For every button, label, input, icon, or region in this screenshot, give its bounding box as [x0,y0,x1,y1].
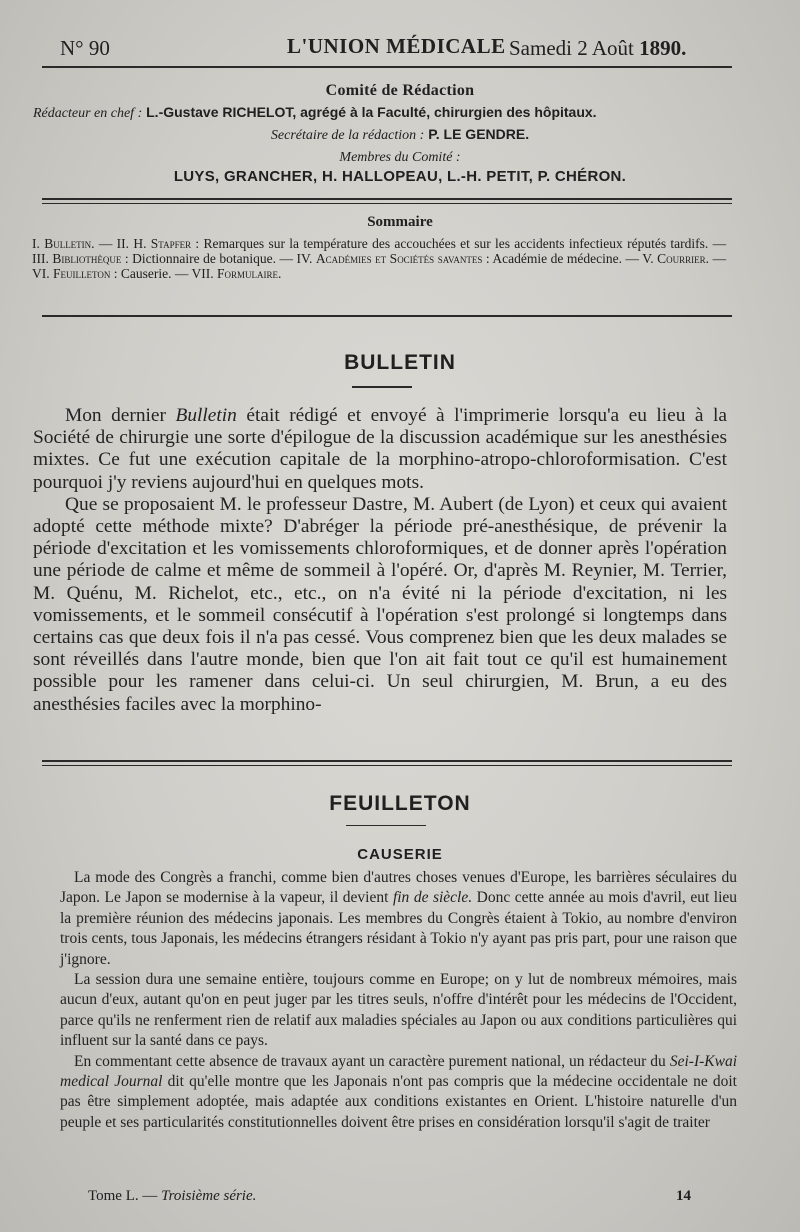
page-footer-series: Troisième série. [161,1188,257,1204]
masthead-rule [42,66,732,68]
feuilleton-paragraph: La session dura une semaine entière, toujours comme en Europe; on y lut de nombreux mémoires, mais aucun d'eux, autant qu'on en peut juger par les titres seuls, n'offre d'intérêt pour les médecins de l'Occident, parce qu'ils ne renferment rien de relatif aux maladies spéciales au Japon ou aux conditions particulières qui influent sur la santé dans ce pays. [60,971,737,1050]
editor-in-chief [33,104,597,122]
page-footer-volume: Tome L. — Troisième série. [88,1188,257,1204]
committee-title: Comité de Rédaction [325,82,475,99]
editor-in-chief-label: Rédacteur en chef : [33,106,143,121]
committee-rule-top [42,198,732,200]
sommaire-item-feuilleton: Feuilleton : [53,266,118,281]
sommaire-item-courrier: Courrier. [657,251,710,266]
bulletin-body [33,405,727,716]
sommaire-item-bibliotheque: Bibliothèque : [52,251,129,266]
bulletin-rule-top [42,760,732,762]
feuilleton-title: FEUILLETON [329,792,471,815]
sommaire-rule [42,315,732,317]
bulletin-title-underline [352,386,412,388]
issue-year: 1890. [639,36,687,60]
secretary-label: Secrétaire de la rédaction : [270,128,425,143]
bulletin-title: BULLETIN [344,351,456,374]
editorial-secretary [0,126,800,144]
journal-title: L'UNION MÉDICALE [287,34,506,58]
committee-members: LUYS, GRANCHER, H. HALLOPEAU, L.-H. PETIT, P. CHÉRON. [173,168,627,185]
bulletin-rule-bottom [42,765,732,766]
sommaire-list: I. Bulletin. — II. H. Stapfer : Remarques sur la température des accouchées et sur les accidents infectieux réputés tardifs. — III. Bibliothèque : Dictionnaire de botanique. — IV. Académies et Sociétés savantes : Académie de médecine. — V. Courrier. — VI. Feuilleton : Causerie. — VII. Formulaire. [32,236,727,281]
sommaire-item-academies: Académies et Sociétés savantes : [315,251,490,266]
feuilleton-paragraph: La mode des Congrès a franchi, comme bien d'autres choses venues d'Europe, les barrières séculaires du Japon. Le Japon se modernise à la vapeur, il devient fin de siècle. Donc cette année au mois d'avril, eut lieu la première réunion des médecins japonais. Les membres du Congrès étaient à Tokio, au nombre d'environ trois cents, tous Japonais, les médecins étrangers résidant à Tokio n'y ayant pas pris part, pour une raison que j'ignore. [60,869,738,968]
sommaire-title: Sommaire [367,214,433,230]
page-number: 14 [676,1188,691,1204]
issue-number: N° 90 [60,36,110,60]
causerie-title: CAUSERIE [357,846,443,863]
issue-date [509,36,686,61]
committee-rule-bottom [42,203,732,204]
bulletin-paragraph: Que se proposaient M. le professeur Dastre, M. Aubert (de Lyon) et ceux qui avaient adopté cette méthode mixte? D'abréger la période pré-anesthésique, de prévenir la période d'excitation et les vomissements chloroformiques, et de donner après l'opération une période de calme et même de sommeil à l'opéré. Or, d'après M. Reynier, M. Terrier, M. Quénu, M. Richelot, etc., etc., on n'a évité ni la période d'excitation, ni les vomissements, et le sommeil consécutif à l'opération s'est prolongé si longtemps dans certains cas que deux fois il n'a pas cessé. Vous comprenez bien que les deux malades se sont réveillés dans l'autre monde, bien que l'on ait fait tout ce qu'il est humainement possible pour les ramener dans celui-ci. Un seul chirurgien, M. Brun, a eu des anesthésies faciles avec la morphino- [33,493,727,715]
sommaire-item-formulaire: Formulaire. [216,266,282,281]
feuilleton-paragraph: En commentant cette absence de travaux ayant un caractère purement national, un rédacteur du Sei-I-Kwai medical Journal dit qu'elle montre que les Japonais n'ont pas compris que la médecine occidentale ne doit pas être simplement adoptée, mais adaptée aux conditions existantes en Orient. L'histoire naturelle d'un peuple et ses particularités constitutionnelles doivent être prises en considération lorsqu'il s'agit de traiter [60,1052,737,1131]
secretary-name: P. LE GENDRE. [428,126,530,142]
feuilleton-title-underline [346,825,426,826]
feuilleton-body [60,868,737,1133]
sommaire-item-stapfer: Remarques sur la température des accouchées et sur les accidents infectieux réputés tardifs. [203,236,709,251]
committee-members-label: Membres du Comité : [339,150,461,165]
bulletin-paragraph: Mon dernier Bulletin était rédigé et envoyé à l'imprimerie lorsqu'a eu lieu à la Société de chirurgie une sorte d'épilogue de la discussion académique sur les anesthésies mixtes. Ce fut une exécution capitale de la morphino-atropo-chloroformisation. C'est pourquoi j'y reviens aujourd'hui en quelques mots. [33,405,727,493]
issue-date-day: Samedi 2 Août [509,36,634,60]
sommaire-item-bulletin: Bulletin. [44,236,95,251]
editor-in-chief-name: L.-Gustave RICHELOT, agrégé à la Faculté, chirurgien des hôpitaux. [146,104,597,120]
sommaire-item-stapfer-author: H. Stapfer : [133,236,200,251]
